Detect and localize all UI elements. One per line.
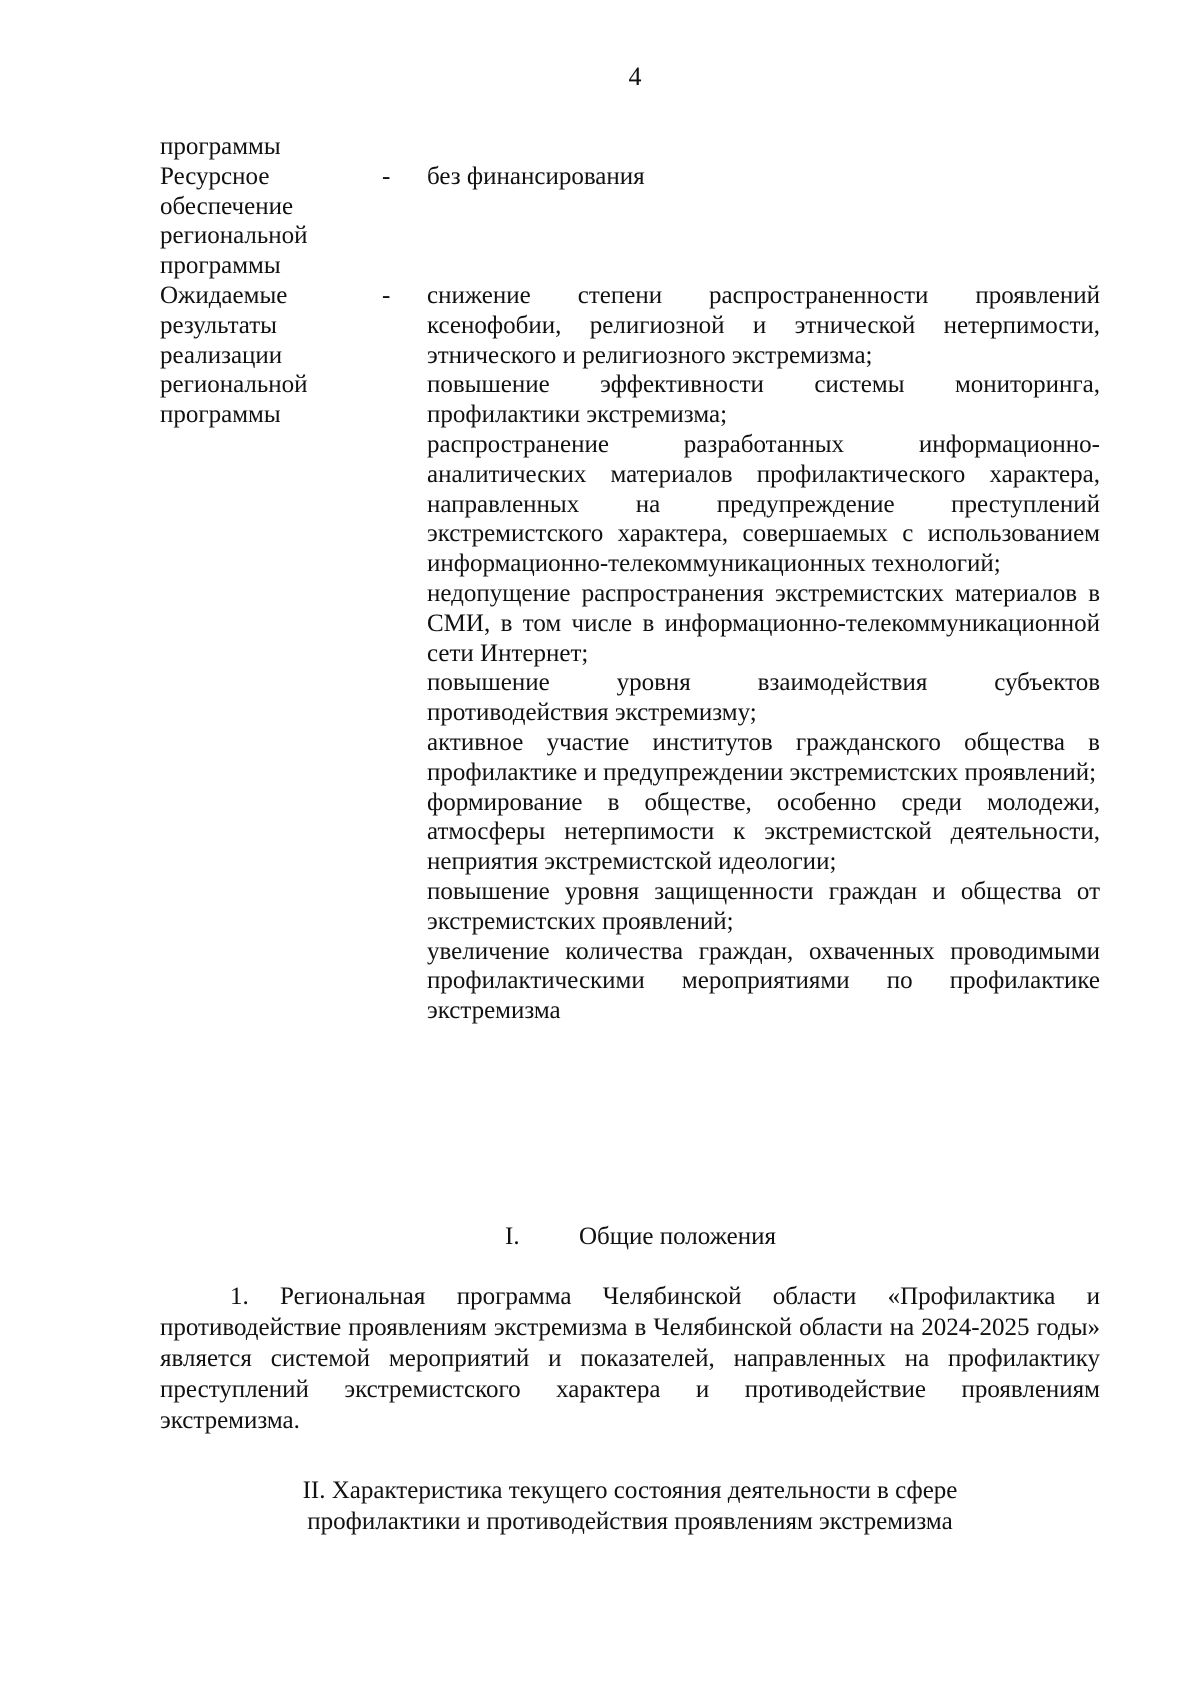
value-item: активное участие институтов гражданского общества в профилактике и предупреждении экстремистских проявлений; bbox=[427, 728, 1100, 786]
passport-row-dash: - bbox=[382, 162, 391, 190]
value-item: недопущение распространения экстремистских материалов в СМИ, в том числе в информационно-телекоммуникационной сети Интернет; bbox=[427, 579, 1100, 667]
passport-table bbox=[160, 132, 1100, 1026]
passport-row-expected-results bbox=[160, 281, 1100, 1026]
passport-row-label: Ресурсное обеспечение региональной программы bbox=[160, 162, 308, 280]
value-item: формирование в обществе, особенно среди молодежи, атмосферы нетерпимости к экстремистской деятельности, неприятия экстремистской идеологии; bbox=[427, 788, 1100, 876]
passport-row-resources bbox=[160, 162, 1100, 281]
page-number: 4 bbox=[628, 62, 642, 91]
value-item: распространение разработанных информационно-аналитических материалов профилактического характера, направленных на предупреждение преступлений экстремистского характера, совершаемых с использованием информационно-телекоммуникационных технологий; bbox=[427, 430, 1100, 578]
section-1-title: Общие положения bbox=[579, 1223, 776, 1250]
value-item: повышение уровня взаимодействия субъектов противодействия экстремизму; bbox=[427, 669, 1100, 727]
section-1-paragraph: 1. Региональная программа Челябинской области «Профилактика и противодействие проявлениям экстремизма в Челябинской области на 2024-2025 годы» является системой мероприятий и показателей, направленных на профилактику преступлений экстремистского характера и противодействие проявлениям экстремизма. bbox=[160, 1283, 1100, 1434]
passport-row-value bbox=[427, 162, 1100, 192]
section-1-heading bbox=[505, 1222, 905, 1252]
passport-row-dash: - bbox=[382, 281, 391, 309]
value-item: увеличение количества граждан, охваченных проводимыми профилактическими мероприятиями по профилактике экстремизма bbox=[427, 937, 1100, 1025]
passport-row-value bbox=[427, 281, 1100, 1026]
passport-row-label: программы bbox=[160, 133, 281, 160]
section-2-heading: II. Характеристика текущего состояния деятельности в сфере профилактики и противодействия проявлениям экстремизма bbox=[302, 1477, 958, 1535]
value-item: снижение степени распространенности проявлений ксенофобии, религиозной и этнической нетерпимости, этнического и религиозного экстремизма; bbox=[427, 281, 1100, 369]
value-item: повышение эффективности системы мониторинга, профилактики экстремизма; bbox=[427, 371, 1100, 429]
value-item: повышение уровня защищенности граждан и общества от экстремистских проявлений; bbox=[427, 877, 1100, 935]
passport-row-continuation bbox=[160, 132, 1100, 162]
value-item: без финансирования bbox=[427, 162, 645, 190]
passport-row-label: Ожидаемые результаты реализации региональной программы bbox=[160, 281, 308, 429]
section-1-number: I. bbox=[505, 1223, 520, 1250]
